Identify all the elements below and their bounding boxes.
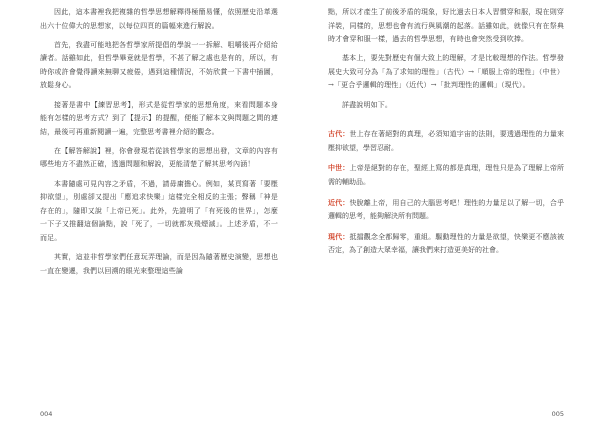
left-paragraph-4: 在【解答解說】裡，你會發現若從該哲學家的思想出發，文章的內容有哪些地方不盡然正確，透過問題和解說，更能清楚了解其思考內涵！	[40, 146, 278, 169]
era-tag-medieval: 中世：	[328, 163, 350, 173]
era-tag-early-modern: 近代：	[328, 197, 350, 207]
definition-early-modern	[328, 196, 564, 224]
left-paragraph-2: 首先，我盡可能地把各哲學家所提倡的學說一一拆解、咀嚼後再介紹給讀者。話雖如此，但哲學畢竟就是哲學，不甚了解之處也是有的，所以，有時你或許會覺得讀來無聊又疲倦，遇到這種情況，不妨欣賞一下書中插圖，放鬆身心。	[40, 40, 278, 90]
era-text-medieval: 上帝是絕對的存在，聖經上寫的都是真理，理性只是為了理解上帝所需的輔助品。	[328, 164, 564, 186]
page-number-right: 005	[551, 410, 564, 418]
page-number-left: 004	[40, 410, 53, 418]
left-paragraph-3: 接著是書中【練習思考】，形式是從哲學家的思想角度，來看問題本身能有怎樣的思考方式？到了【提示】的提醒，便能了解本文與問題之間的連結，最後可再重新閱讀一遍，完整思考書裡介紹的觀念。	[40, 100, 278, 136]
era-text-early-modern: 快脫離上帝，用自己的大腦思考吧！理性的力量足以了解一切，合乎邏輯的思考，能夠解決所有問題。	[328, 198, 564, 221]
era-definitions	[328, 127, 564, 258]
right-page	[300, 0, 600, 425]
era-text-ancient: 世上存在著絕對的真理，必須知道宇宙的法則，要透過理性的力量來壓抑欲望，學習忍耐。	[328, 130, 564, 152]
era-tag-ancient: 古代：	[328, 129, 350, 139]
era-text-modern: 抵擋觀念全都歸零，重組。驅動理性的力量是欲望，快樂更不應該被否定，為了創造大眾幸福，讓我們來打造更美好的社會。	[328, 232, 564, 255]
definition-modern	[328, 230, 564, 258]
definition-medieval	[328, 161, 564, 189]
right-paragraph-2: 基本上，要先對歷史有個大致上的理解，才是比較理想的作法。哲學發展史大致可分為「為了求知的理性」（古代）→「順服上帝的理性」（中世）→「更合乎邏輯的理性」（近代）→「批判理性的邏輯」（現代）。	[328, 54, 564, 90]
definition-ancient	[328, 127, 564, 155]
left-paragraph-1: 因此，這本書裡我把複雜的哲學思想解釋得極簡易懂，依照歷史沿革選出六十位偉大的思想家，以每位四頁的篇幅來進行解說。	[40, 8, 278, 30]
left-paragraph-5: 本書隨處可見內容之矛盾，不過，請毋庸擔心。例如，某頁寫著「要壓抑欲望」，別處卻又提出「應追求快樂」這樣完全相反的主張；聲稱「神是存在的」，隨即又說「上帝已死」。此外，先證明了「有死後的世界」，怎麼一下子又推翻這個論點，說「死了，一切就都灰飛煙滅」。上述矛盾，不一而足。	[40, 179, 278, 242]
right-paragraph-1: 點，所以才產生了前後矛盾的現象，好比過去日本人習慣穿和服，現在則穿洋裝，同樣的，思想也會有流行與風潮的起落。話雖如此，就像只有在祭典時才會穿和服一樣，過去的哲學思想，有時也會突然受到吹捧。	[328, 8, 564, 44]
right-paragraph-3: 詳盡說明如下。	[342, 100, 393, 109]
left-paragraph-6: 其實，這並非哲學家們任意玩弄理論，而是因為隨著歷史演變，思想也一直在變遷，我們以回溯的眼光來整理這些論	[40, 253, 278, 275]
era-tag-modern: 現代：	[328, 231, 350, 241]
